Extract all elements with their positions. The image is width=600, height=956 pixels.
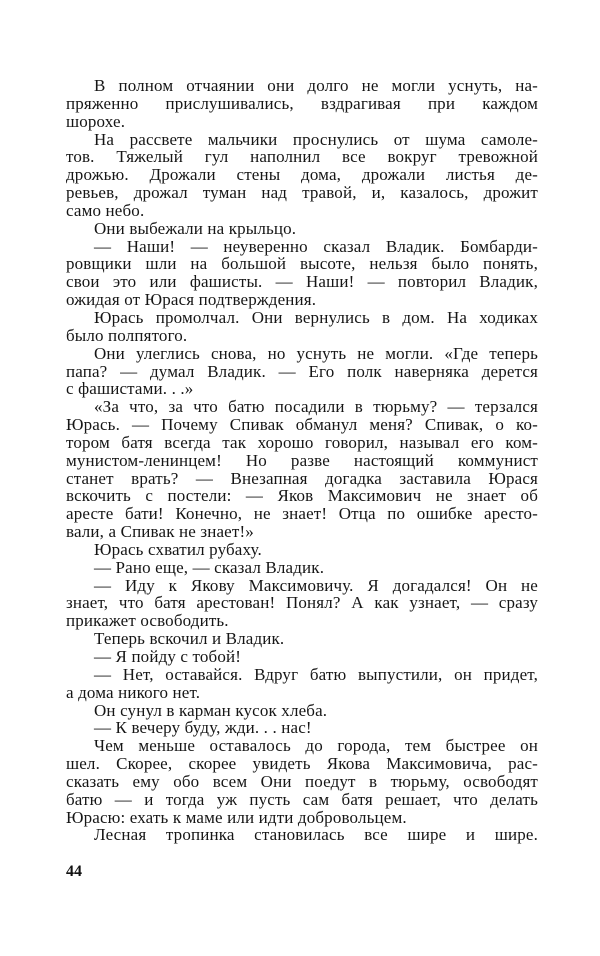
text-line: пряженно прислушивались, вздрагивая при каждом	[66, 93, 538, 113]
text-line: вали, а Спивак не знает!»	[66, 522, 254, 542]
text-line: Юрась. — Почему Спивак обманул меня? Спивак, о ко-	[66, 415, 538, 435]
text-line: — Наши! — неуверенно сказал Владик. Бомбарди-	[94, 236, 538, 256]
text-line: с фашистами. . .»	[66, 379, 194, 399]
text-line: было полпятого.	[66, 325, 188, 345]
text-line: — Иду к Якову Максимовичу. Я догадался! Он не	[94, 575, 538, 595]
text-line: свои это или фашисты. — Наши! — повторил Владик,	[66, 272, 538, 292]
text-line: Теперь вскочил и Владик.	[94, 629, 285, 649]
text-line: батю — и тогда уж пусть сам батя решает, что делать	[66, 789, 538, 809]
text-line: На рассвете мальчики проснулись от шума самоле-	[94, 129, 538, 149]
text-line: сказать ему обо всем Они поедут в тюрьму, освободят	[66, 771, 538, 791]
text-line: шорохе.	[66, 111, 126, 131]
text-line: Он сунул в карман кусок хлеба.	[94, 700, 328, 720]
text-line: вскочить с постели: — Яков Максимович не знает об	[66, 486, 538, 506]
text-line: мунистом-ленинцем! Но разве настоящий коммунист	[66, 450, 538, 470]
text-line: ровщики шли на большой высоте, нельзя было понять,	[66, 254, 538, 274]
text-line: «За что, за что батю посадили в тюрьму? — терзался	[94, 397, 538, 417]
text-line: папа? — думал Владик. — Его полк наверняка дерется	[66, 361, 538, 381]
text-line: ревьев, дрожал туман над травой, и, казалось, дрожит	[66, 183, 538, 203]
text-line: шел. Скорее, скорее увидеть Якова Максимовича, рас-	[66, 754, 538, 774]
text-line: станет врать? — Внезапная догадка заставила Юрася	[66, 468, 538, 488]
text-line: — Рано еще, — сказал Владик.	[94, 557, 325, 577]
text-line: Лесная тропинка становилась все шире и шире.	[94, 825, 538, 845]
text-line: тором батя всегда так хорошо говорил, называл его ком-	[66, 432, 538, 452]
text-line: Юрась схватил рубаху.	[94, 539, 262, 559]
text-line: аресте бати! Конечно, не знает! Отца по ошибке аресто-	[66, 504, 538, 524]
page-body-text	[66, 77, 538, 844]
text-line: а дома никого нет.	[66, 682, 201, 702]
text-line: знает, что батя арестован! Понял? А как узнает, — сразу	[66, 593, 538, 613]
page-number: 44	[66, 863, 82, 880]
text-line: — Я пойду с тобой!	[94, 647, 242, 666]
text-line: Юрасю: ехать к маме или идти добровольцем.	[66, 807, 407, 827]
text-line: прикажет освободить.	[66, 611, 229, 631]
text-line: тов. Тяжелый гул наполнил все вокруг тревожной	[66, 147, 538, 167]
text-line: ожидая от Юрася подтверждения.	[66, 290, 317, 310]
text-line: Чем меньше оставалось до города, тем быстрее он	[94, 736, 538, 756]
text-line: В полном отчаянии они долго не могли уснуть, на-	[94, 76, 538, 95]
text-line: само небо.	[66, 200, 145, 220]
text-line: — Нет, оставайся. Вдруг батю выпустили, он придет,	[94, 664, 538, 684]
text-line: — К вечеру буду, жди. . . нас!	[94, 718, 312, 738]
text-line: Они улеглись снова, но уснуть не могли. «Где теперь	[94, 343, 538, 363]
text-line: Юрась промолчал. Они вернулись в дом. На ходиках	[94, 307, 538, 327]
text-line: дрожью. Дрожали стены дома, дрожали листья де-	[66, 165, 538, 185]
text-line: Они выбежали на крыльцо.	[94, 218, 297, 238]
